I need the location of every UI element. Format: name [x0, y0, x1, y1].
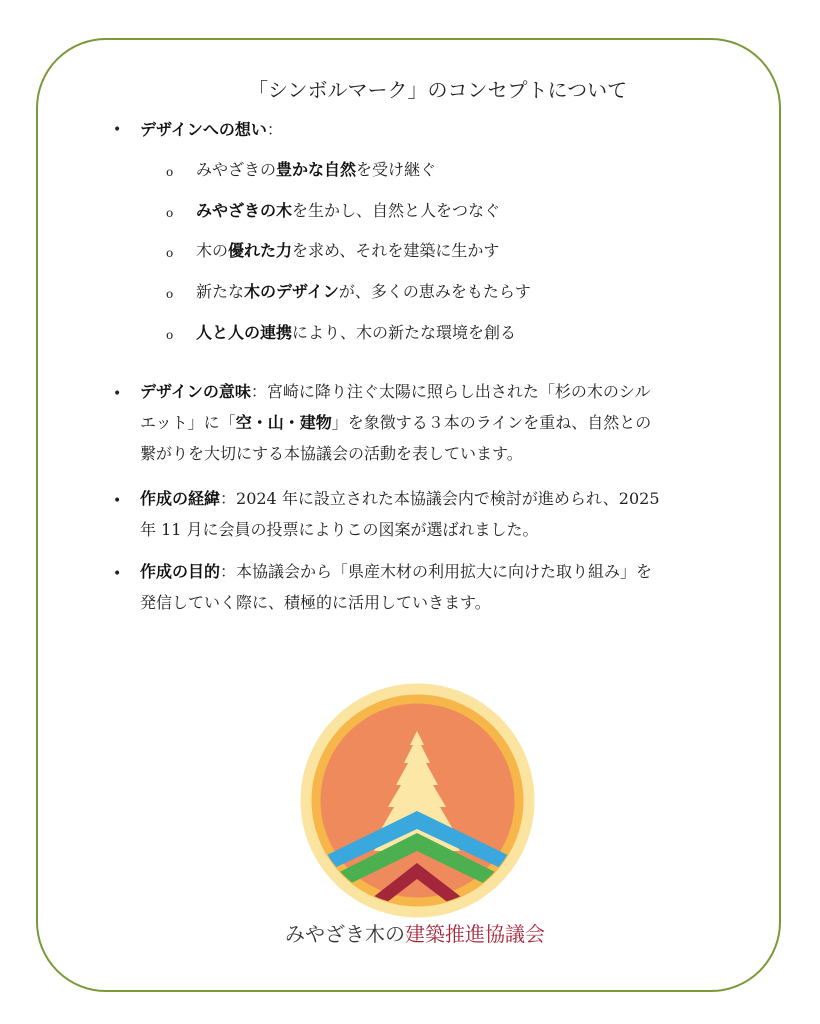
item-bold: 人と人の連携 [196, 323, 293, 342]
purpose-line-1 [140, 556, 740, 587]
meaning-line-1 [140, 376, 740, 407]
item-text: 新たな [196, 282, 245, 301]
design-thought-item-3 [196, 238, 499, 261]
item-bold: 優れた力 [228, 241, 293, 260]
design-thought-item-2 [196, 198, 500, 221]
design-thought-item-1 [196, 157, 436, 180]
meaning-text: エット」に「 [140, 413, 236, 432]
meaning-line-3: 繋がりを大切にする本協議会の活動を表しています。 [140, 444, 523, 463]
meaning-label: デザインの意味 [140, 382, 251, 401]
history-line-2: 年 11 月に会員の投票によりこの図案が選ばれました。 [140, 520, 539, 539]
item-bold: 豊かな自然 [276, 160, 357, 179]
design-meaning-paragraph [140, 376, 740, 469]
meaning-bold: 空・山・建物 [235, 413, 332, 432]
history-text: ：2024 年に設立された本協議会内で検討が進められ、2025 [220, 489, 660, 508]
sub-bullet-icon: o [166, 206, 174, 220]
purpose-label: 作成の目的 [140, 562, 221, 581]
design-thought-item-5 [196, 320, 516, 343]
sub-bullet-icon: o [166, 246, 174, 260]
history-line-1 [140, 483, 740, 514]
meaning-text: ：宮崎に降り注ぐ太陽に照らし出された「杉の木のシル [250, 382, 651, 401]
design-thought-item-4 [196, 279, 531, 302]
item-bold: 木のデザイン [244, 282, 339, 301]
design-thought-heading [140, 114, 740, 145]
purpose-paragraph [140, 556, 740, 618]
council-logo-icon [300, 683, 535, 918]
sub-bullet-icon: o [166, 328, 174, 342]
item-text: を求め、それを建築に生かす [292, 241, 500, 260]
item-text: が、多くの恵みをもたらす [338, 282, 531, 301]
item-text: を生かし、自然と人をつなぐ [292, 201, 501, 220]
item-text: により、木の新たな環境を創る [292, 323, 517, 342]
logo-caption [285, 918, 545, 947]
meaning-text: 」を象徴する３本のラインを重ね、自然との [331, 413, 652, 432]
sub-bullet-icon: o [166, 287, 174, 301]
bullet-icon: • [113, 566, 122, 582]
sub-bullet-icon: o [166, 165, 174, 179]
design-thought-label: デザインへの想い [140, 120, 267, 139]
design-thought-suffix: ： [266, 120, 283, 139]
history-label: 作成の経緯 [140, 489, 221, 508]
bullet-icon: • [113, 122, 122, 138]
history-paragraph [140, 483, 740, 545]
item-text: みやざきの [196, 160, 277, 179]
item-text: 木の [196, 241, 229, 260]
bullet-icon: • [113, 493, 122, 509]
page-title: 「シンボルマーク」のコンセプトについて [248, 78, 628, 102]
item-text: を受け継ぐ [356, 160, 437, 179]
item-bold: みやざきの木 [196, 201, 293, 220]
caption-part-a: みやざき木の [285, 922, 405, 946]
purpose-text: ：本協議会から「県産木材の利用拡大に向けた取り組み」を [220, 562, 653, 581]
meaning-line-2 [140, 407, 740, 438]
purpose-line-2: 発信していく際に、積極的に活用していきます。 [140, 593, 491, 612]
bullet-icon: • [113, 386, 122, 402]
caption-part-b: 建築推進協議会 [405, 922, 545, 946]
